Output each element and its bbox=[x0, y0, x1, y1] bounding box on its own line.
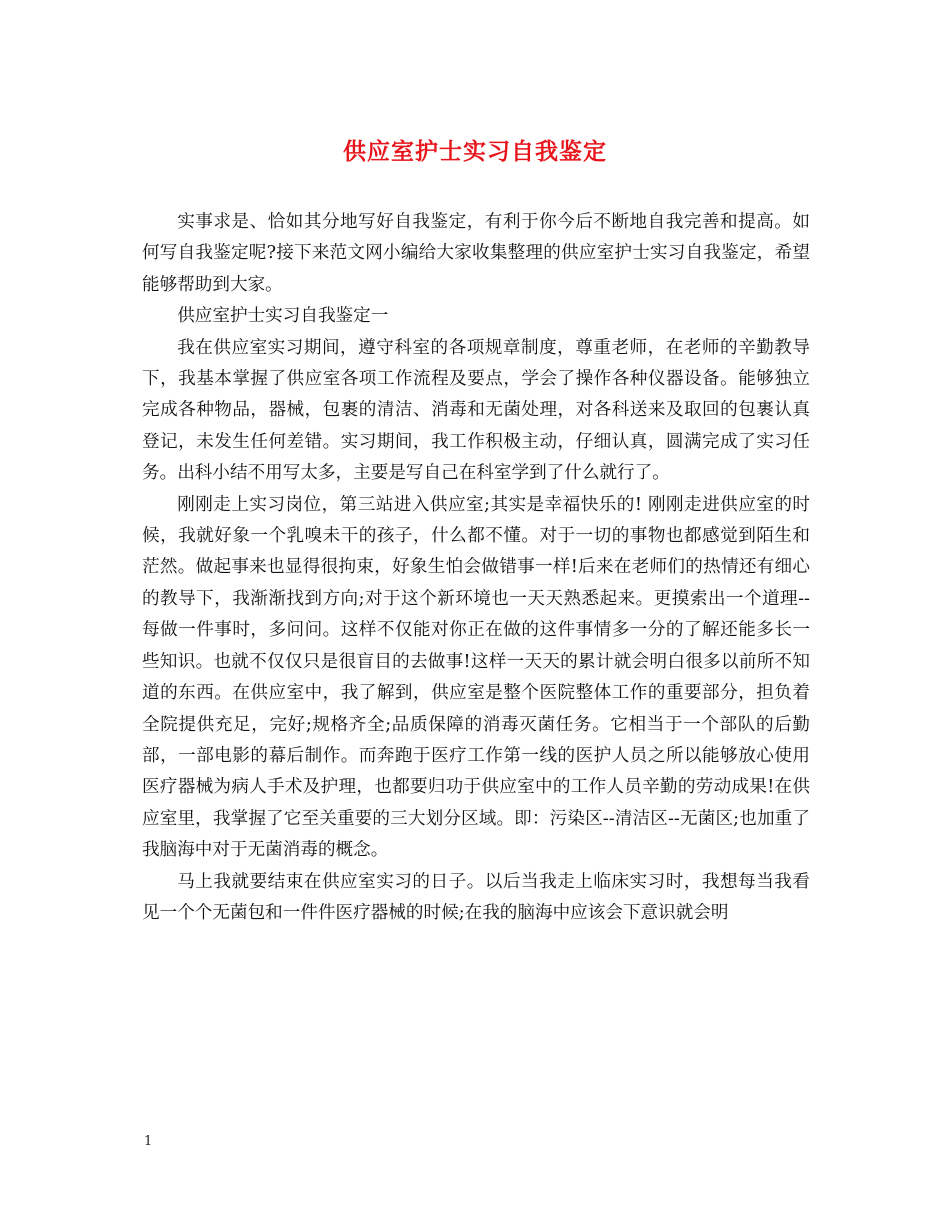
document-title: 供应室护士实习自我鉴定 bbox=[343, 138, 607, 165]
body-paragraph: 马上我就要结束在供应室实习的日子。以后当我走上临床实习时，我想每当我看见一个个无菌包和一件件医疗器械的时候;在我的脑海中应该会下意识就会明 bbox=[142, 871, 810, 923]
body-paragraph: 我在供应室实习期间，遵守科室的各项规章制度，尊重老师，在老师的辛勤教导下，我基本掌握了供应室各项工作流程及要点，学会了操作各种仪器设备。能够独立完成各种物品，器械，包裹的清洁、消毒和无菌处理，对各科送来及取回的包裹认真登记，未发生任何差错。实习期间，我工作积极主动，仔细认真，圆满完成了实习任务。出科小结不用写太多，主要是写自己在科室学到了什么就行了。 bbox=[142, 337, 810, 484]
section-heading: 供应室护士实习自我鉴定一 bbox=[177, 306, 389, 327]
document-body bbox=[142, 207, 810, 929]
intro-paragraph: 实事求是、恰如其分地写好自我鉴定，有利于你今后不断地自我完善和提高。如何写自我鉴定呢?接下来范文网小编给大家收集整理的供应室护士实习自我鉴定，希望能够帮助到大家。 bbox=[142, 212, 810, 295]
page-number: 1 bbox=[144, 1134, 153, 1149]
body-paragraph: 刚刚走上实习岗位，第三站进入供应室;其实是幸福快乐的! 刚刚走进供应室的时候，我就好象一个乳嗅未干的孩子，什么都不懂。对于一切的事物也都感觉到陌生和茫然。做起事来也显得很拘束，好象生怕会做错事一样!后来在老师们的热情还有细心的教导下，我渐渐找到方向;对于这个新环境也一天天熟悉起来。更摸索出一个道理--每做一件事时，多问问。这样不仅能对你正在做的这件事情多一分的了解还能多长一些知识。也就不仅仅只是很盲目的去做事!这样一天天的累计就会明白很多以前所不知道的东西。在供应室中，我了解到，供应室是整个医院整体工作的重要部分，担负着全院提供充足，完好;规格齐全;品质保障的消毒灭菌任务。它相当于一个部队的后勤部，一部电影的幕后制作。而奔跑于医疗工作第一线的医护人员之所以能够放心使用医疗器械为病人手术及护理，也都要归功于供应室中的工作人员辛勤的劳动成果!在供应室里，我掌握了它至关重要的三大划分区域。即：污染区--清洁区--无菌区;也加重了我脑海中对于无菌消毒的概念。 bbox=[142, 494, 810, 861]
